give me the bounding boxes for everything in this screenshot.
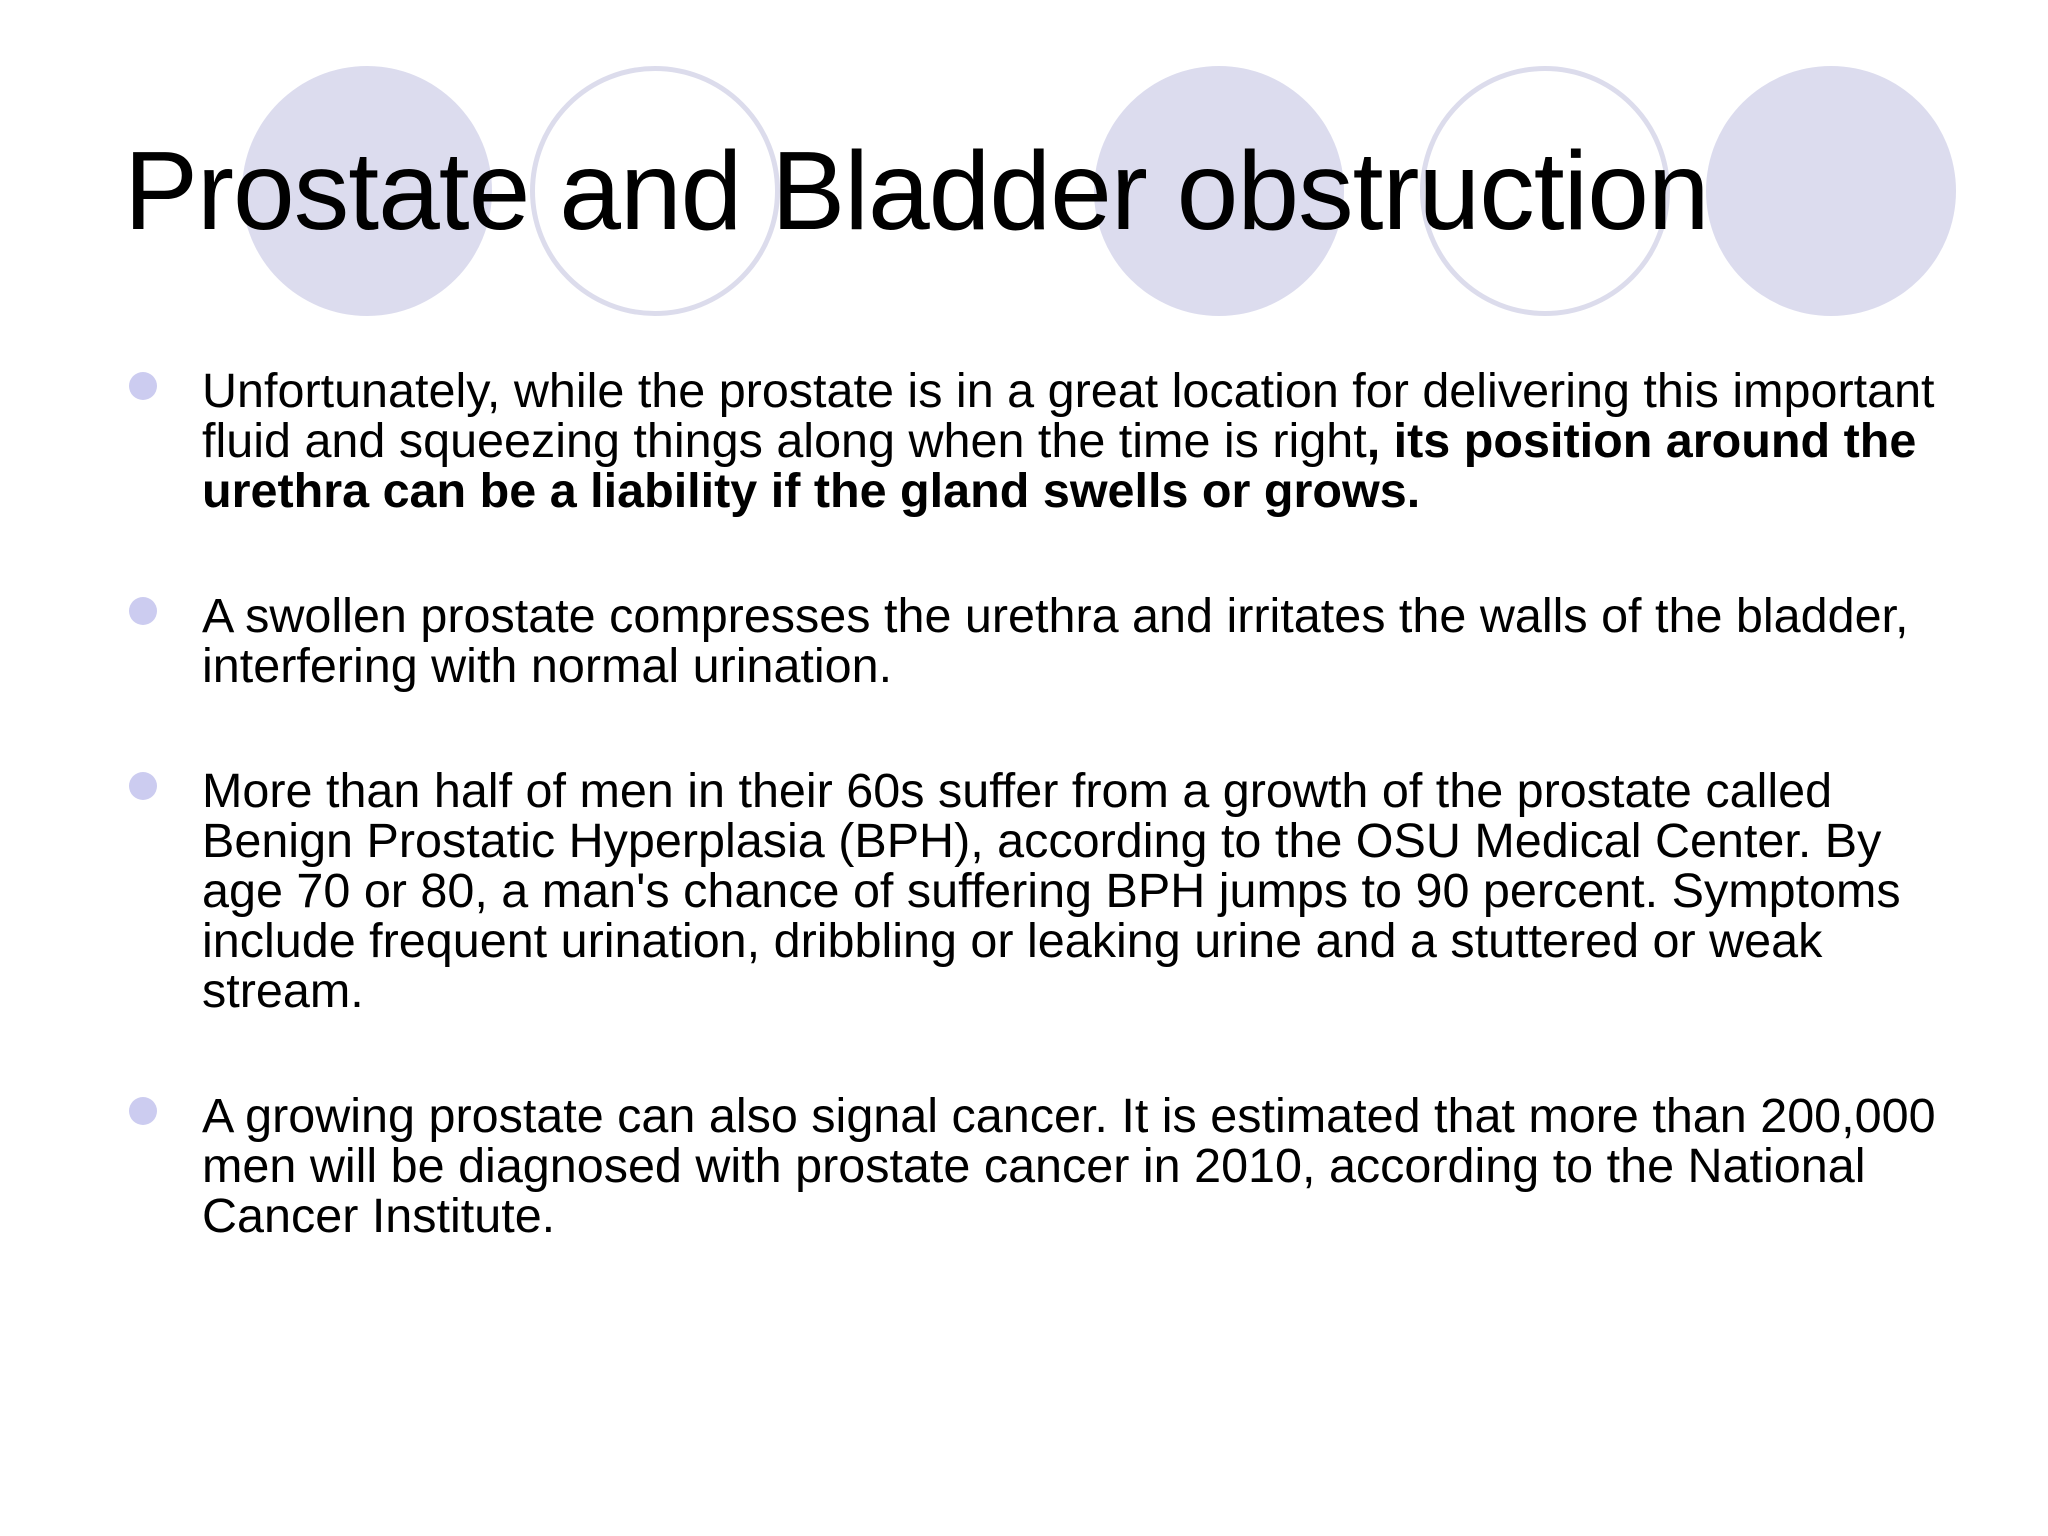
bullet-dot-icon xyxy=(129,772,157,800)
bullet-3-text: More than half of men in their 60s suffer from a growth of the prostate called Benign Prostatic Hyperplasia (BPH), according to the OSU Medical Center. By age 70 or 80, a man's chance of suffering BPH jumps to 90 percent. Symptoms include frequent urination, dribbling or leaking urine and a stuttered or weak stream. xyxy=(202,764,1901,1018)
slide-title: Prostate and Bladder obstruction xyxy=(124,129,1709,253)
bullet-dot-icon xyxy=(129,1097,157,1125)
bullet-item-1 xyxy=(124,366,1954,516)
bullet-item-4 xyxy=(124,1091,1954,1241)
bullet-2-text: A swollen prostate compresses the urethra and irritates the walls of the bladder, interfering with normal urination. xyxy=(202,589,1909,693)
bullet-dot-icon xyxy=(129,372,157,400)
bullet-item-2 xyxy=(124,591,1954,691)
bullet-4-text: A growing prostate can also signal cancer. It is estimated that more than 200,000 men will be diagnosed with prostate cancer in 2010, according to the National Cancer Institute. xyxy=(202,1089,1936,1243)
bullet-list xyxy=(124,366,1954,1241)
filled-circle-3 xyxy=(1706,66,1956,316)
bullet-1-emphasis: , its position around the urethra can be a liability if the gland swells or grows. xyxy=(202,414,1917,518)
bullet-dot-icon xyxy=(129,597,157,625)
bullet-item-3 xyxy=(124,766,1954,1016)
bullet-1-text: Unfortunately, while the prostate is in a great location for delivering this important fluid and squeezing things along when the time is right xyxy=(202,364,1935,468)
